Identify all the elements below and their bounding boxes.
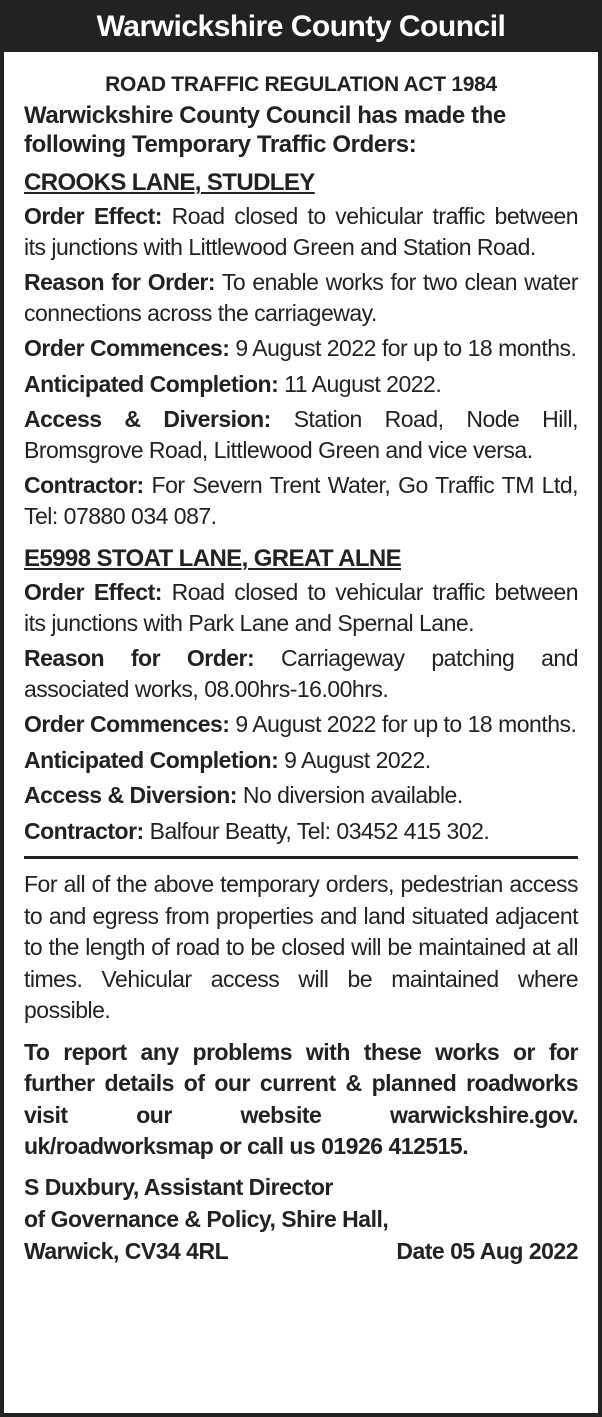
order-commences	[24, 333, 578, 364]
order-contractor-value: For Severn Trent Water, Go Traffic TM Ltd, Tel: 07880 034 087.	[24, 472, 579, 529]
order-commences-label: Order Commences:	[24, 711, 230, 737]
order-reason	[24, 267, 578, 328]
order-contractor-label: Contractor:	[24, 817, 144, 844]
order-reason	[24, 643, 578, 704]
report-problems-note: To report any problems with these works or for further details of our current & planned roadworks visit our website warwickshire.gov. uk/roadworksmap or call us 01926 412515.	[24, 1038, 578, 1159]
order-effect-label: Order Effect:	[24, 203, 162, 229]
act-title: ROAD TRAFFIC REGULATION ACT 1984	[105, 73, 497, 96]
order-completion-value: 9 August 2022.	[284, 746, 431, 773]
order-section-stoat-lane	[24, 545, 578, 846]
order-reason-label: Reason for Order:	[24, 269, 215, 295]
order-effect-value: Road closed to vehicular traffic between its junctions with Park Lane and Spernal Lane.	[24, 579, 579, 636]
order-title: CROOKS LANE, STUDLEY	[24, 169, 315, 196]
signoff-office: of Governance & Policy, Shire Hall,	[24, 1205, 389, 1232]
order-access-label: Access & Diversion:	[24, 406, 271, 432]
notice-content	[4, 52, 598, 1267]
order-effect-value: Road closed to vehicular traffic between its junctions with Littlewood Green and Station Road.	[24, 203, 579, 260]
signoff-date: Date 05 Aug 2022	[396, 1237, 578, 1264]
order-reason-value: To enable works for two clean water connections across the carriageway.	[24, 269, 578, 326]
signoff-address: Warwick, CV34 4RL	[24, 1237, 229, 1264]
order-effect	[24, 577, 578, 638]
order-contractor-value: Balfour Beatty, Tel: 03452 415 302.	[149, 817, 490, 844]
council-header: Warwickshire County Council	[4, 4, 598, 52]
signoff-name: S Duxbury, Assistant Director	[24, 1173, 333, 1200]
order-commences-label: Order Commences:	[24, 335, 230, 361]
order-contractor-label: Contractor:	[24, 472, 144, 498]
order-access	[24, 404, 578, 465]
order-effect	[24, 201, 578, 262]
intro-text: Warwickshire County Council has made the following Temporary Traffic Orders:	[24, 102, 506, 158]
order-effect-label: Order Effect:	[24, 579, 162, 605]
order-completion	[24, 745, 578, 776]
order-contractor	[24, 470, 578, 531]
order-commences	[24, 709, 578, 740]
order-reason-value: Carriageway patching and associated works, 08.00hrs-16.00hrs.	[24, 645, 578, 702]
order-section-crooks-lane	[24, 169, 578, 531]
order-reason-label: Reason for Order:	[24, 645, 255, 671]
order-title: E5998 STOAT LANE, GREAT ALNE	[24, 545, 402, 572]
order-completion	[24, 369, 578, 400]
order-completion-value: 11 August 2022.	[284, 370, 442, 397]
order-completion-label: Anticipated Completion:	[24, 370, 279, 397]
order-commences-value: 9 August 2022 for up to 18 months.	[235, 335, 577, 361]
order-access-label: Access & Diversion:	[24, 782, 237, 808]
order-access	[24, 780, 578, 811]
order-access-value: Station Road, Node Hill, Bromsgrove Road, Littlewood Green and vice versa.	[24, 406, 579, 463]
signoff-address-row	[24, 1235, 578, 1267]
order-access-value: No diversion available.	[242, 782, 463, 808]
general-access-note: For all of the above temporary orders, pedestrian access to and egress from properties and land situated adjacent to the length of road to be closed will be maintained at all times. Vehicular access will be maintained where possible.	[24, 871, 578, 1023]
section-divider	[24, 856, 578, 859]
signoff-block	[24, 1171, 578, 1267]
order-commences-value: 9 August 2022 for up to 18 months.	[235, 711, 577, 737]
order-completion-label: Anticipated Completion:	[24, 746, 279, 773]
order-contractor	[24, 816, 578, 847]
